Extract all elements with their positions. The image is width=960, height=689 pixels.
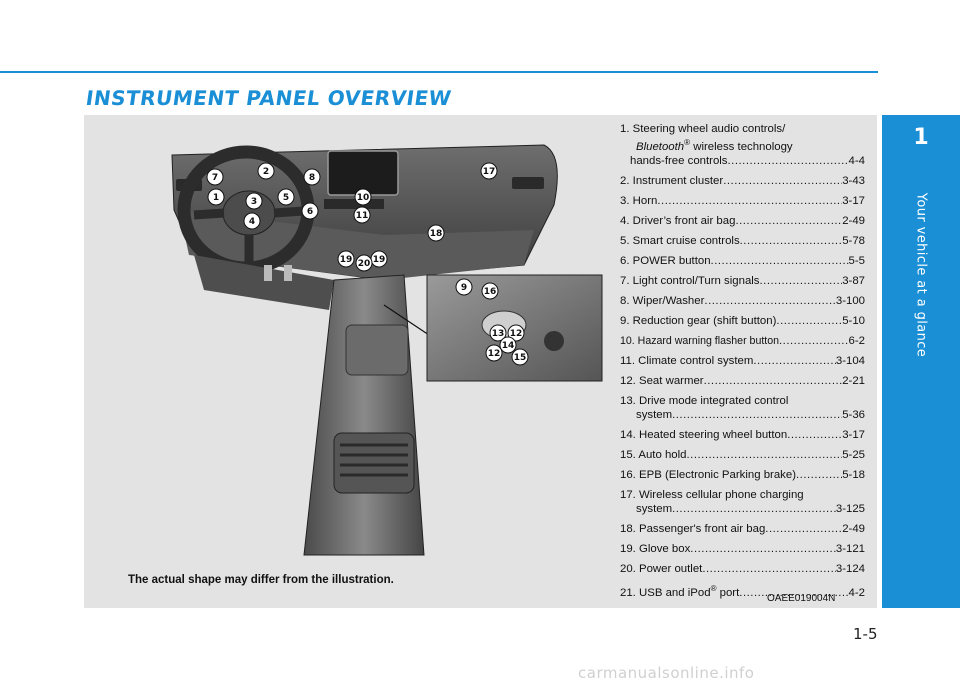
list-item bbox=[620, 254, 865, 268]
callout-label: 13 bbox=[491, 329, 505, 339]
item-label-line2: system bbox=[636, 408, 673, 421]
figure-caption: The actual shape may differ from the illustration. bbox=[128, 574, 394, 586]
callout-label: 16 bbox=[483, 287, 497, 297]
list-item bbox=[620, 488, 865, 516]
callout-marker bbox=[371, 251, 387, 267]
item-label: 4. Driver’s front air bag bbox=[620, 214, 736, 227]
list-item bbox=[620, 354, 865, 368]
callout-marker bbox=[428, 225, 444, 241]
item-label: 5. Smart cruise controls bbox=[620, 234, 740, 247]
item-page: 5-25 bbox=[842, 448, 865, 461]
item-page: 2-49 bbox=[842, 214, 865, 227]
list-item bbox=[620, 562, 865, 576]
leader-dots bbox=[723, 174, 842, 188]
leader-dots bbox=[776, 314, 842, 328]
item-label: 8. Wiper/Washer bbox=[620, 294, 705, 307]
callout-label: 20 bbox=[357, 259, 371, 269]
callout-label: 3 bbox=[250, 197, 258, 207]
item-label: 16. EPB (Electronic Parking brake) bbox=[620, 468, 796, 481]
item-label: 12. Seat warmer bbox=[620, 374, 704, 387]
leader-dots bbox=[796, 468, 842, 482]
list-item bbox=[620, 522, 865, 536]
leader-dots bbox=[779, 334, 849, 348]
item-label: Steering wheel audio controls/ bbox=[632, 123, 786, 135]
item-label-line2: wireless technology bbox=[693, 140, 793, 153]
item-page: 5-18 bbox=[842, 468, 865, 481]
callout-marker bbox=[355, 189, 371, 205]
callout-marker bbox=[486, 345, 502, 361]
registered-mark: ® bbox=[684, 138, 691, 147]
item-list bbox=[620, 122, 865, 606]
item-page: 3-43 bbox=[842, 174, 865, 187]
item-label: 7. Light control/Turn signals bbox=[620, 274, 760, 287]
list-item bbox=[620, 122, 865, 168]
callout-marker bbox=[512, 349, 528, 365]
callout-marker bbox=[481, 163, 497, 179]
callout-marker bbox=[258, 163, 274, 179]
item-page: 3-121 bbox=[835, 542, 865, 555]
item-label: 20. Power outlet bbox=[620, 562, 703, 575]
callout-label: 14 bbox=[501, 341, 515, 351]
leader-dots bbox=[702, 562, 836, 576]
instrument-panel-illustration bbox=[84, 115, 604, 575]
item-page: 3-104 bbox=[835, 354, 865, 367]
item-page: 5-36 bbox=[842, 408, 865, 421]
callout-label: 1 bbox=[212, 193, 220, 203]
callout-marker bbox=[207, 169, 223, 185]
item-page: 2-21 bbox=[842, 374, 865, 387]
bluetooth-label: Bluetooth bbox=[636, 140, 685, 153]
callout-label: 9 bbox=[460, 283, 468, 293]
callout-marker bbox=[354, 207, 370, 223]
list-item bbox=[620, 214, 865, 228]
callout-label: 6 bbox=[306, 207, 314, 217]
list-item bbox=[620, 374, 865, 388]
item-page: 2-49 bbox=[842, 522, 865, 535]
callout-label: 15 bbox=[513, 353, 527, 363]
list-item bbox=[620, 394, 865, 422]
leader-dots bbox=[735, 214, 842, 228]
callout-marker bbox=[278, 189, 294, 205]
leader-dots bbox=[657, 194, 842, 208]
list-item bbox=[620, 294, 865, 308]
chapter-title: Your vehicle at a glance bbox=[913, 192, 929, 358]
leader-dots bbox=[711, 254, 849, 268]
callout-label: 4 bbox=[248, 217, 256, 227]
list-item bbox=[620, 174, 865, 188]
callout-marker bbox=[208, 189, 224, 205]
item-label: 2. Instrument cluster bbox=[620, 174, 724, 187]
page-number: 1-5 bbox=[853, 625, 878, 643]
callout-marker bbox=[246, 193, 262, 209]
item-label: 13. Drive mode integrated control bbox=[620, 394, 789, 407]
item-label-line2: system bbox=[636, 502, 673, 515]
leader-dots bbox=[704, 374, 843, 388]
item-label: 10. Hazard warning flasher button bbox=[620, 334, 779, 347]
leader-dots bbox=[765, 522, 842, 536]
list-item bbox=[620, 468, 865, 482]
item-label: 11. Climate control system bbox=[620, 354, 754, 367]
item-label: 14. Heated steering wheel button bbox=[620, 428, 788, 441]
callout-marker bbox=[482, 283, 498, 299]
item-label: 15. Auto hold bbox=[620, 448, 687, 461]
item-page: 4-2 bbox=[848, 586, 865, 599]
callout-label: 19 bbox=[372, 255, 386, 265]
item-label: 21. USB and iPod bbox=[620, 586, 711, 599]
leader-dots bbox=[753, 354, 836, 368]
item-page: 3-17 bbox=[842, 428, 865, 441]
callout-label: 2 bbox=[262, 167, 270, 177]
callout-label: 12 bbox=[509, 329, 523, 339]
callout-marker bbox=[302, 203, 318, 219]
item-page: 3-87 bbox=[842, 274, 865, 287]
callout-label: 5 bbox=[282, 193, 290, 203]
leader-dots bbox=[787, 428, 842, 442]
callout-marker bbox=[356, 255, 372, 271]
callout-marker bbox=[456, 279, 472, 295]
registered-mark: ® bbox=[710, 583, 717, 593]
item-label: 19. Glove box bbox=[620, 542, 691, 555]
leader-dots bbox=[728, 154, 849, 168]
list-item bbox=[620, 448, 865, 462]
callout-label: 17 bbox=[482, 167, 496, 177]
item-label: 9. Reduction gear (shift button) bbox=[620, 314, 777, 327]
leader-dots bbox=[690, 542, 836, 556]
watermark: carmanualsonline.info bbox=[578, 664, 755, 682]
chapter-tab bbox=[882, 115, 960, 608]
leader-dots bbox=[740, 234, 843, 248]
figure-id: OAEE019004N bbox=[767, 593, 836, 604]
item-page: 5-5 bbox=[848, 254, 865, 267]
list-item bbox=[620, 274, 865, 288]
chapter-number: 1 bbox=[913, 125, 929, 150]
leader-dots bbox=[672, 502, 836, 516]
item-label: 18. Passenger's front air bag bbox=[620, 522, 766, 535]
list-item bbox=[620, 428, 865, 442]
item-page: 3-17 bbox=[842, 194, 865, 207]
item-page: 4-4 bbox=[848, 154, 865, 167]
callout-label: 10 bbox=[356, 193, 370, 203]
list-item bbox=[620, 334, 865, 348]
leader-dots bbox=[704, 294, 835, 308]
item-page: 3-124 bbox=[835, 562, 865, 575]
item-label: 3. Horn bbox=[620, 194, 658, 207]
callout-label: 7 bbox=[211, 173, 219, 183]
leader-dots bbox=[760, 274, 843, 288]
list-item bbox=[620, 234, 865, 248]
callout-marker bbox=[500, 337, 516, 353]
callout-label: 11 bbox=[355, 211, 369, 221]
list-item bbox=[620, 194, 865, 208]
callout-marker bbox=[304, 169, 320, 185]
section-title: INSTRUMENT PANEL OVERVIEW bbox=[84, 86, 454, 110]
list-item bbox=[620, 542, 865, 556]
item-page: 3-125 bbox=[835, 502, 865, 515]
item-number: 1. bbox=[620, 123, 630, 135]
callout-label: 8 bbox=[308, 173, 316, 183]
item-page: 5-10 bbox=[842, 314, 865, 327]
item-page: 3-100 bbox=[835, 294, 865, 307]
item-label: 6. POWER button bbox=[620, 254, 711, 267]
callout-marker bbox=[338, 251, 354, 267]
callout-label: 18 bbox=[429, 229, 443, 239]
item-label-tail: port bbox=[719, 586, 740, 599]
list-item bbox=[620, 314, 865, 328]
callout-label: 12 bbox=[487, 349, 501, 359]
item-label-line3: hands-free controls bbox=[630, 154, 728, 167]
callout-marker bbox=[244, 213, 260, 229]
header-rule bbox=[0, 71, 878, 73]
callout-label: 19 bbox=[339, 255, 353, 265]
item-page: 5-78 bbox=[842, 234, 865, 247]
leader-dots bbox=[672, 408, 842, 422]
leader-dots bbox=[687, 448, 843, 462]
item-label: 17. Wireless cellular phone charging bbox=[620, 488, 804, 501]
item-page: 6-2 bbox=[848, 334, 865, 347]
